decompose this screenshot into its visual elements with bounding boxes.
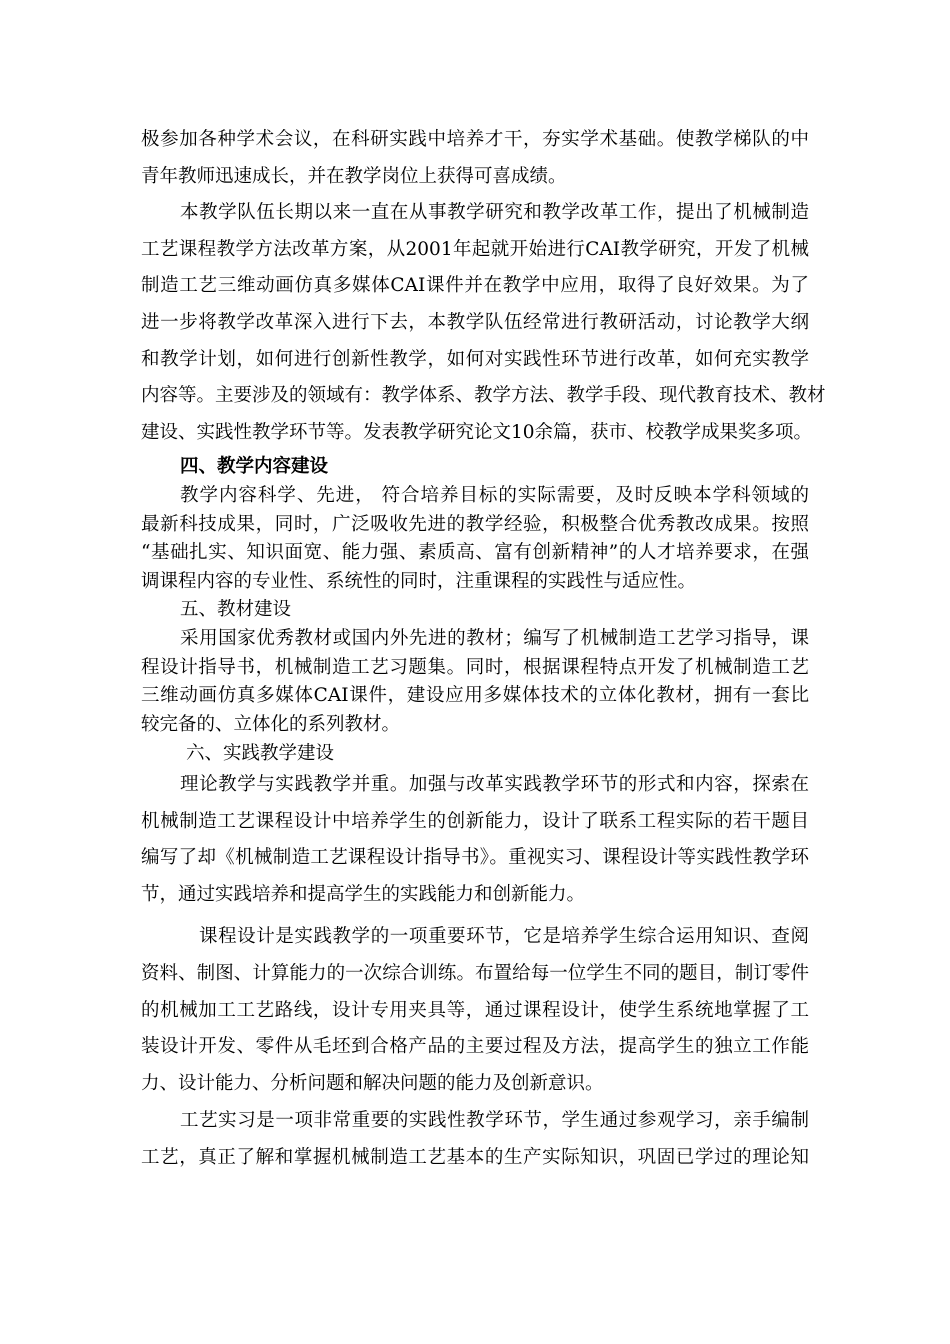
paragraph-line: 工艺课程教学方法改革方案，从2001年起就开始进行CAI教学研究，开发了机械 [141, 239, 809, 260]
paragraph-line: 理论教学与实践教学并重。加强与改革实践教学环节的形式和内容，探索在 [180, 774, 809, 795]
paragraph-line: 程设计指导书，机械制造工艺习题集。同时，根据课程特点开发了机械制造工艺 [141, 657, 809, 678]
section-heading-6: 六、实践教学建设 [186, 743, 335, 764]
paragraph-line: 本教学队伍长期以来一直在从事教学研究和教学改革工作，提出了机械制造 [180, 202, 809, 223]
paragraph-line: 的机械加工工艺路线，设计专用夹具等，通过课程设计，使学生系统地掌握了工 [141, 1000, 809, 1021]
paragraph-line: 力、设计能力、分析问题和解决问题的能力及创新意识。 [141, 1073, 604, 1094]
paragraph-line: 机械制造工艺课程设计中培养学生的创新能力，设计了联系工程实际的若干题目 [141, 811, 809, 832]
paragraph-line: 最新科技成果，同时，广泛吸收先进的教学经验，积极整合优秀教改成果。按照 [141, 514, 809, 535]
paragraph-line: 调课程内容的专业性、系统性的同时，注重课程的实践性与适应性。 [141, 571, 697, 592]
paragraph-line: 极参加各种学术会议，在科研实践中培养才干，夯实学术基础。使教学梯队的中 [141, 129, 809, 150]
paragraph-line: 节，通过实践培养和提高学生的实践能力和创新能力。 [141, 884, 586, 905]
paragraph-line: 教学内容科学、先进， 符合培养目标的实际需要，及时反映本学科领域的 [180, 485, 809, 506]
paragraph-line: 建设、实践性教学环节等。发表教学研究论文10余篇，获市、校教学成果奖多项。 [141, 422, 813, 443]
paragraph-line: 和教学计划，如何进行创新性教学，如何对实践性环节进行改革，如何充实教学 [141, 349, 809, 370]
paragraph-line: 编写了却《机械制造工艺课程设计指导书》。重视实习、课程设计等实践性教学环 [141, 847, 809, 868]
paragraph-line: 工艺，真正了解和掌握机械制造工艺基本的生产实际知识，巩固已学过的理论知 [141, 1147, 809, 1168]
paragraph-line: 装设计开发、零件从毛坯到合格产品的主要过程及方法，提高学生的独立工作能 [141, 1036, 809, 1057]
paragraph-line: 制造工艺三维动画仿真多媒体CAI课件并在教学中应用，取得了良好效果。为了 [141, 275, 809, 296]
paragraph-line: 采用国家优秀教材或国内外先进的教材；编写了机械制造工艺学习指导，课 [180, 628, 809, 649]
paragraph-line: 课程设计是实践教学的一项重要环节，它是培养学生综合运用知识、查阅 [199, 926, 809, 947]
paragraph-line: 进一步将教学改革深入进行下去，本教学队伍经常进行教研活动，讨论教学大纲 [141, 312, 809, 333]
section-heading-5: 五、教材建设 [180, 599, 292, 620]
paragraph-line: “基础扎实、知识面宽、能力强、素质高、富有创新精神”的人才培养要求，在强 [141, 542, 809, 563]
paragraph-line: 工艺实习是一项非常重要的实践性教学环节，学生通过参观学习，亲手编制 [180, 1110, 809, 1131]
paragraph-line: 三维动画仿真多媒体CAI课件，建设应用多媒体技术的立体化教材，拥有一套比 [141, 685, 809, 706]
paragraph-line: 青年教师迅速成长，并在教学岗位上获得可喜成绩。 [141, 166, 567, 187]
paragraph-line: 内容等。主要涉及的领域有：教学体系、教学方法、教学手段、现代教育技术、教材 [141, 385, 826, 406]
paragraph-line: 资料、制图、计算能力的一次综合训练。布置给每一位学生不同的题目，制订零件 [141, 963, 809, 984]
paragraph-line: 较完备的、立体化的系列教材。 [141, 714, 401, 735]
section-heading-4: 四、教学内容建设 [180, 456, 329, 477]
